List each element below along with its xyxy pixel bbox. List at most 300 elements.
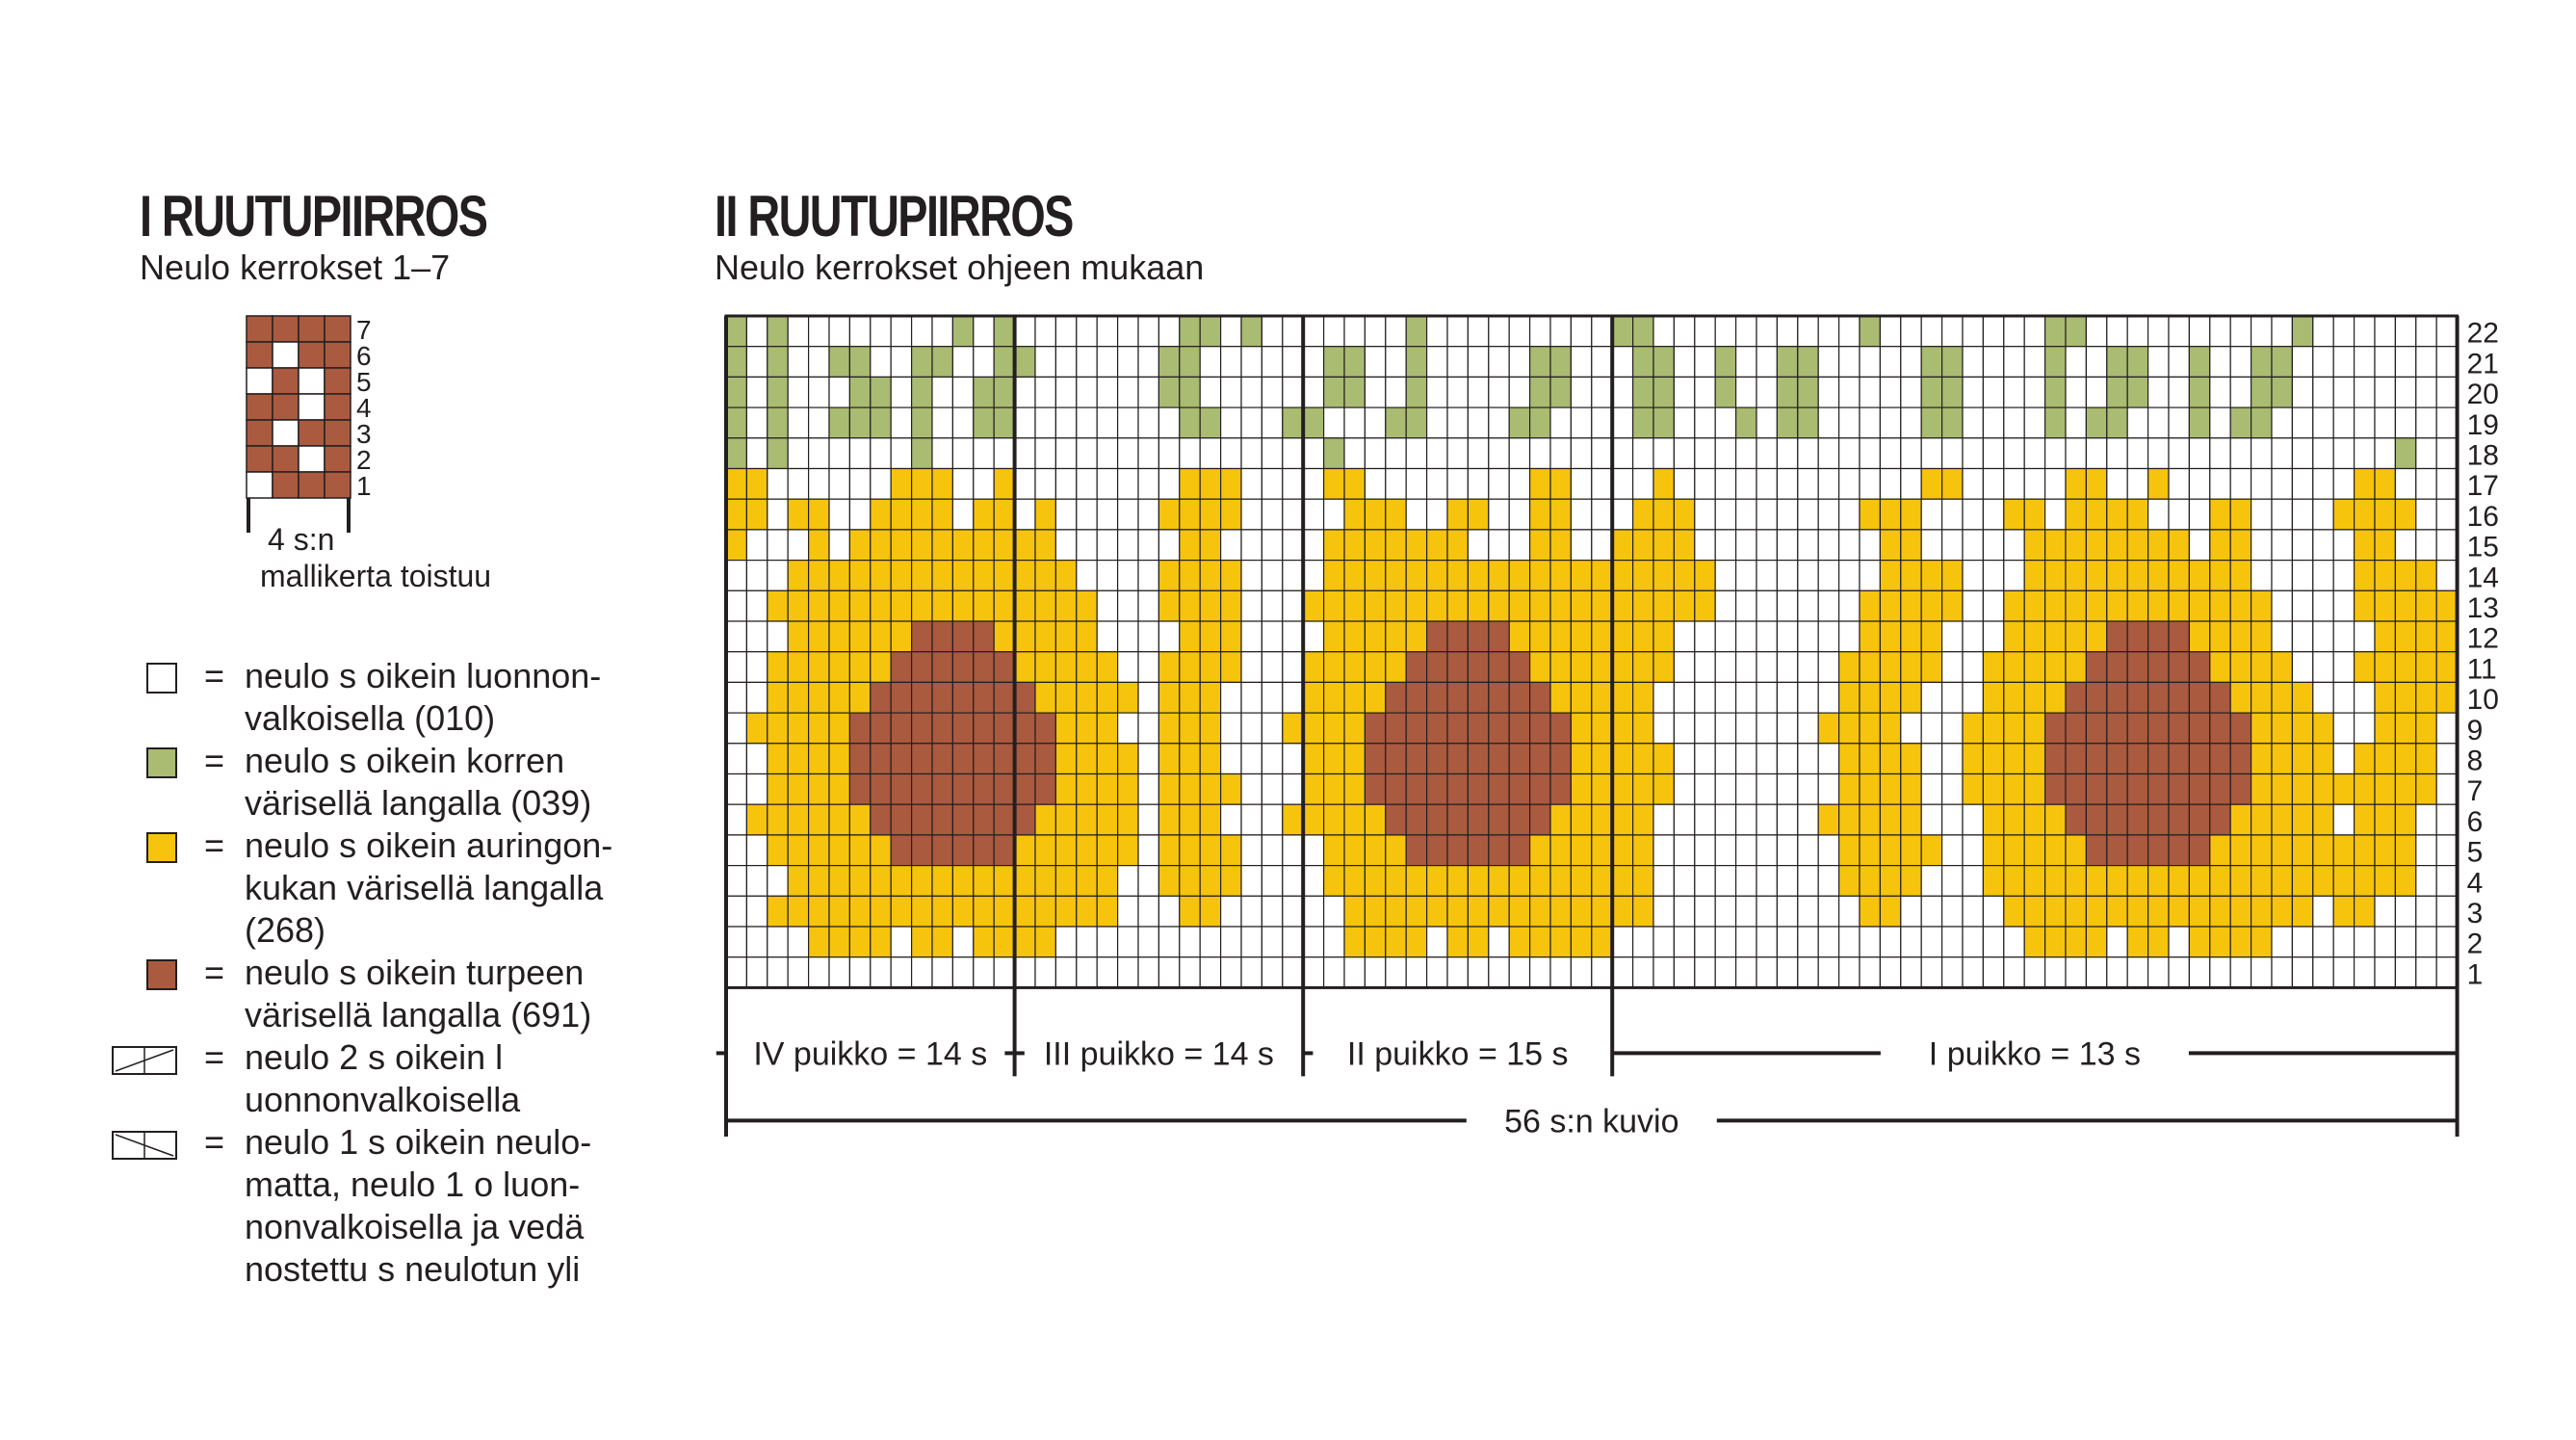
chart2-cell: [746, 316, 767, 347]
chart1-cell: [299, 368, 325, 394]
chart2-cell: [994, 316, 1014, 347]
chart2-cell: [1447, 866, 1468, 897]
chart2-cell: [2148, 896, 2169, 927]
chart2-cell: [809, 407, 829, 438]
chart2-cell: [1344, 561, 1365, 591]
chart2-cell: [1035, 804, 1055, 835]
chart2-cell: [2375, 682, 2395, 713]
chart2-cell: [1633, 804, 1653, 835]
chart2-cell: [1550, 896, 1571, 927]
chart2-cell: [1633, 438, 1653, 469]
chart2-cell: [891, 957, 911, 988]
chart2-cell: [2313, 530, 2333, 561]
chart2-cell: [1942, 530, 1963, 561]
chart2-cell: [1158, 469, 1179, 500]
chart2-cell: [2107, 927, 2127, 957]
chart2-cell: [1695, 438, 1715, 469]
chart2-cell: [1200, 561, 1220, 591]
chart2-cell: [1241, 682, 1262, 713]
chart2-cell: [1489, 530, 1509, 561]
chart2-cell: [2251, 927, 2272, 957]
chart2-cell: [1427, 866, 1447, 897]
chart2-cell: [871, 621, 891, 652]
chart2-cell: [2230, 744, 2251, 774]
chart2-cell: [994, 530, 1014, 561]
chart2-cell: [1468, 561, 1488, 591]
chart2-cell: [1138, 377, 1158, 407]
chart2-cell: [1921, 621, 1941, 652]
chart2-cell: [1262, 316, 1282, 347]
chart2-cell: [1633, 377, 1653, 407]
chart2-cell: [2045, 957, 2066, 988]
chart2-cell: [1571, 316, 1591, 347]
chart2-cell: [1200, 590, 1220, 621]
chart2-cell: [1860, 774, 1880, 805]
chart2-cell: [2024, 713, 2044, 744]
chart2-cell: [2313, 347, 2333, 378]
chart2-cell: [2416, 804, 2436, 835]
chart2-cell: [2210, 866, 2230, 897]
chart2-cell: [1283, 774, 1303, 805]
chart1-cell: [325, 394, 351, 420]
chart2-cell: [2107, 499, 2127, 530]
chart2-cell: [1509, 407, 1529, 438]
chart2-cell: [1055, 804, 1076, 835]
chart2-cell: [1921, 804, 1941, 835]
chart2-cell: [952, 866, 973, 897]
chart2-cell: [1489, 621, 1509, 652]
chart2-cell: [1200, 316, 1220, 347]
chart2-cell: [994, 896, 1014, 927]
chart2-cell: [726, 377, 746, 407]
chart2-cell: [1756, 377, 1777, 407]
chart2-cell: [1839, 957, 1860, 988]
chart2-cell: [1612, 621, 1632, 652]
chart2-cell: [2189, 561, 2209, 591]
chart2-cell: [1901, 896, 1921, 927]
chart2-cell: [2107, 590, 2127, 621]
chart2-cell: [1715, 804, 1735, 835]
chart2-cell: [2127, 621, 2147, 652]
chart2-cell: [932, 561, 952, 591]
chart2-cell: [2313, 744, 2333, 774]
chart2-cell: [2436, 377, 2457, 407]
chart2-cell: [1200, 438, 1220, 469]
chart2-cell: [2251, 469, 2272, 500]
chart1-repeat-count: 4 s:n: [268, 522, 335, 557]
chart1-cell: [273, 472, 299, 498]
chart2-cell: [1509, 804, 1529, 835]
chart2-cell: [1653, 377, 1674, 407]
chart2-cell: [912, 774, 932, 805]
chart2-cell: [809, 347, 829, 378]
chart2-cell: [2313, 957, 2333, 988]
chart2-cell: [1756, 316, 1777, 347]
chart2-cell: [2086, 957, 2106, 988]
chart2-cell: [1158, 682, 1179, 713]
chart2-cell: [2169, 347, 2189, 378]
chart2-cell: [1365, 744, 1385, 774]
chart2-cell: [1180, 530, 1200, 561]
chart2-cell: [1860, 561, 1880, 591]
chart2-cell: [912, 744, 932, 774]
chart2-cell: [1715, 713, 1735, 744]
chart2-cell: [2272, 744, 2292, 774]
legend-description: neulo s oikein turpeen värisellä langalla (691): [245, 953, 592, 1034]
chart2-cell: [1180, 957, 1200, 988]
chart2-cell: [1406, 713, 1426, 744]
chart2-cell: [2004, 499, 2024, 530]
chart2-cell: [1736, 957, 1756, 988]
chart2-cell: [1158, 866, 1179, 897]
chart2-cell: [1365, 652, 1385, 683]
chart2-cell: [1015, 744, 1035, 774]
chart2-cell: [2169, 744, 2189, 774]
chart2-cell: [1180, 621, 1200, 652]
chart2-cell: [1942, 744, 1963, 774]
chart2-cell: [932, 469, 952, 500]
chart2-cell: [1015, 590, 1035, 621]
chart2-cell: [1880, 499, 1900, 530]
chart2-cell: [1097, 896, 1117, 927]
chart2-row-label: 18: [2466, 439, 2499, 472]
chart2-cell: [2375, 774, 2395, 805]
chart2-cell: [1983, 804, 2003, 835]
chart2-cell: [1942, 590, 1963, 621]
chart2-cell: [746, 561, 767, 591]
chart2-cell: [1777, 804, 1797, 835]
chart2-cell: [1489, 590, 1509, 621]
chart2-cell: [2107, 438, 2127, 469]
chart2-cell: [1530, 835, 1550, 866]
chart2-cell: [1860, 377, 1880, 407]
chart2-cell: [2416, 896, 2436, 927]
chart2-cell: [932, 744, 952, 774]
chart2-cell: [1447, 713, 1468, 744]
chart2-cell: [2086, 590, 2106, 621]
chart2-cell: [1653, 896, 1674, 927]
chart2-cell: [1324, 866, 1344, 897]
chart2-cell: [1798, 377, 1818, 407]
chart2-cell: [2416, 377, 2436, 407]
chart2-cell: [2251, 438, 2272, 469]
chart2-cell: [1530, 438, 1550, 469]
chart2-cell: [2127, 866, 2147, 897]
chart2-cell: [2313, 835, 2333, 866]
chart2-cell: [1901, 530, 1921, 561]
chart2-cell: [1921, 713, 1941, 744]
legend: [106, 655, 703, 1310]
chart2-cell: [1097, 682, 1117, 713]
chart2-cell: [1653, 438, 1674, 469]
chart2-cell: [1118, 499, 1138, 530]
chart2-cell: [768, 469, 788, 500]
chart2-cell: [1035, 530, 1055, 561]
chart2-cell: [2355, 682, 2375, 713]
chart2-cell: [974, 835, 994, 866]
chart2-cell: [1200, 682, 1220, 713]
chart2-cell: [1798, 347, 1818, 378]
chart2-cell: [788, 774, 808, 805]
chart2-cell: [1180, 652, 1200, 683]
chart2-cell: [1077, 530, 1097, 561]
chart2-cell: [1180, 866, 1200, 897]
chart2-cell: [1138, 804, 1158, 835]
chart2-cell: [1798, 621, 1818, 652]
k2tog-icon: [112, 1046, 177, 1075]
chart2-cell: [1324, 590, 1344, 621]
chart2-cell: [1015, 438, 1035, 469]
chart2-cell: [2024, 927, 2044, 957]
chart2-cell: [1200, 744, 1220, 774]
chart2-cell: [1241, 377, 1262, 407]
chart2-cell: [2148, 590, 2169, 621]
chart2-cell: [1344, 621, 1365, 652]
chart2-cell: [1963, 499, 1983, 530]
chart2-cell: [2024, 377, 2044, 407]
chart2-cell: [1880, 804, 1900, 835]
chart2-cell: [2024, 682, 2044, 713]
chart2-cell: [1736, 377, 1756, 407]
chart2-cell: [1035, 561, 1055, 591]
chart2-cell: [1756, 713, 1777, 744]
chart2-cell: [1055, 377, 1076, 407]
chart2-cell: [1695, 530, 1715, 561]
chart2-cell: [1447, 774, 1468, 805]
legend-equals: =: [204, 953, 225, 992]
chart2-cell: [2333, 774, 2354, 805]
chart1-row-label: 5: [356, 367, 372, 397]
chart2-cell: [2210, 499, 2230, 530]
chart2-cell: [1344, 377, 1365, 407]
chart2-cell: [1839, 377, 1860, 407]
chart2-cell: [829, 407, 849, 438]
chart2-cell: [2189, 682, 2209, 713]
chart2-cell: [768, 744, 788, 774]
chart1-cell: [325, 342, 351, 368]
chart2-cell: [829, 927, 849, 957]
chart2-cell: [1653, 957, 1674, 988]
chart2-cell: [1365, 682, 1385, 713]
chart2-cell: [1468, 835, 1488, 866]
chart2-cell: [974, 438, 994, 469]
chart2-cell: [1550, 347, 1571, 378]
chart2-cell: [871, 804, 891, 835]
chart2-cell: [1158, 316, 1179, 347]
chart2-cell: [2355, 957, 2375, 988]
chart2-cell: [1241, 835, 1262, 866]
chart2-cell: [1612, 835, 1632, 866]
chart2-cell: [2086, 499, 2106, 530]
chart2-cell: [2375, 347, 2395, 378]
chart2-cell: [2251, 316, 2272, 347]
chart2-cell: [1736, 621, 1756, 652]
chart2-cell: [2024, 896, 2044, 927]
chart2-cell: [1715, 561, 1735, 591]
chart2-cell: [1283, 927, 1303, 957]
chart2-cell: [1880, 377, 1900, 407]
chart2-cell: [1055, 316, 1076, 347]
chart1-cell: [325, 420, 351, 446]
chart2-row-label: 2: [2466, 928, 2484, 960]
chart2-cell: [1241, 896, 1262, 927]
chart2-cell: [2004, 590, 2024, 621]
chart2-cell: [2045, 621, 2066, 652]
chart2-cell: [2375, 499, 2395, 530]
chart2-cell: [1921, 774, 1941, 805]
chart2-cell: [1283, 438, 1303, 469]
chart2-cell: [2313, 590, 2333, 621]
chart2-cell: [746, 469, 767, 500]
chart2-cell: [2436, 621, 2457, 652]
chart2-cell: [1530, 744, 1550, 774]
chart2-cell: [1386, 713, 1406, 744]
chart2-cell: [1241, 957, 1262, 988]
chart2-cell: [1035, 927, 1055, 957]
chart2-cell: [1509, 652, 1529, 683]
chart2-cell: [1839, 652, 1860, 683]
chart2-cell: [1612, 590, 1632, 621]
chart2-cell: [1674, 957, 1694, 988]
chart2-cell: [1386, 896, 1406, 927]
chart2-cell: [932, 957, 952, 988]
chart2-cell: [1468, 499, 1488, 530]
chart2-cell: [1633, 530, 1653, 561]
chart2-cell: [2375, 377, 2395, 407]
chart2-cell: [1200, 957, 1220, 988]
chart2-cell: [1097, 835, 1117, 866]
chart2-cell: [2066, 316, 2086, 347]
chart2-cell: [2066, 744, 2086, 774]
chart2-cell: [2395, 652, 2415, 683]
chart2-cell: [1406, 621, 1426, 652]
chart2-cell: [2210, 469, 2230, 500]
chart2-cell: [2355, 377, 2375, 407]
chart2-cell: [871, 499, 891, 530]
chart2-cell: [1715, 530, 1735, 561]
chart2-cell: [871, 652, 891, 683]
chart2-cell: [829, 744, 849, 774]
chart2-cell: [1241, 744, 1262, 774]
chart2-cell: [2272, 469, 2292, 500]
chart2-cell: [1880, 744, 1900, 774]
chart2-cell: [1777, 774, 1797, 805]
chart2-cell: [1344, 804, 1365, 835]
chart2-cell: [2292, 804, 2312, 835]
chart2-cell: [1612, 499, 1632, 530]
chart2-cell: [2416, 927, 2436, 957]
chart2-cell: [1118, 347, 1138, 378]
chart2-cell: [2066, 713, 2086, 744]
chart2-cell: [1756, 530, 1777, 561]
chart1-cell: [325, 472, 351, 498]
chart2-cell: [1653, 866, 1674, 897]
chart2-cell: [2210, 744, 2230, 774]
chart2-cell: [2107, 530, 2127, 561]
legend-equals: =: [204, 1037, 225, 1077]
chart2-cell: [1427, 469, 1447, 500]
chart2-cell: [2436, 866, 2457, 897]
chart2-cell: [1077, 316, 1097, 347]
chart2-cell: [2045, 347, 2066, 378]
chart2-cell: [849, 835, 870, 866]
chart2-cell: [2066, 927, 2086, 957]
chart2-cell: [891, 774, 911, 805]
chart2-cell: [1612, 316, 1632, 347]
chart2-cell: [2148, 316, 2169, 347]
chart2-cell: [1798, 316, 1818, 347]
chart2-cell: [1592, 652, 1612, 683]
chart2-cell: [1158, 774, 1179, 805]
chart2-cell: [1674, 804, 1694, 835]
chart2-cell: [1592, 621, 1612, 652]
chart2-cell: [768, 957, 788, 988]
chart2-cell: [2416, 774, 2436, 805]
chart2-cell: [849, 682, 870, 713]
chart2-cell: [2272, 407, 2292, 438]
chart2-cell: [952, 896, 973, 927]
chart2-cell: [1963, 866, 1983, 897]
chart2-cell: [768, 561, 788, 591]
chart2-cell: [746, 530, 767, 561]
chart2-cell: [1262, 530, 1282, 561]
chart2-cell: [2169, 652, 2189, 683]
chart2-cell: [1695, 621, 1715, 652]
chart2-cell: [1447, 316, 1468, 347]
chart2-cell: [1386, 652, 1406, 683]
chart2-cell: [829, 713, 849, 744]
chart2-cell: [2251, 347, 2272, 378]
chart2-cell: [1839, 590, 1860, 621]
chart2-cell: [974, 774, 994, 805]
chart2-cell: [1550, 530, 1571, 561]
chart2-cell: [1653, 469, 1674, 500]
chart2-cell: [2107, 866, 2127, 897]
chart2-cell: [1489, 652, 1509, 683]
chart2-cell: [2292, 530, 2312, 561]
chart2-cell: [1571, 347, 1591, 378]
chart2-cell: [2355, 621, 2375, 652]
chart2-cell: [2230, 407, 2251, 438]
chart2-cell: [2004, 621, 2024, 652]
chart2-cell: [1262, 835, 1282, 866]
chart2-cell: [1138, 407, 1158, 438]
chart2-cell: [2107, 561, 2127, 591]
chart2-cell: [1921, 744, 1941, 774]
chart2-cell: [1365, 469, 1385, 500]
chart2-cell: [2395, 682, 2415, 713]
chart2-cell: [1221, 652, 1241, 683]
chart2-cell: [1571, 377, 1591, 407]
chart2-cell: [1550, 561, 1571, 591]
chart2-cell: [2333, 530, 2354, 561]
chart2-cell: [1489, 561, 1509, 591]
chart2-cell: [1406, 652, 1426, 683]
chart2-cell: [746, 835, 767, 866]
chart2-cell: [2086, 713, 2106, 744]
chart2-cell: [1324, 316, 1344, 347]
chart2-cell: [2251, 377, 2272, 407]
chart2-cell: [2045, 774, 2066, 805]
chart2-cell: [1055, 744, 1076, 774]
chart2-cell: [1427, 774, 1447, 805]
chart2-cell: [2355, 316, 2375, 347]
chart2-cell: [2333, 927, 2354, 957]
chart2-cell: [2395, 316, 2415, 347]
chart2-cell: [932, 590, 952, 621]
chart2-cell: [1530, 774, 1550, 805]
chart2-cell: [891, 652, 911, 683]
